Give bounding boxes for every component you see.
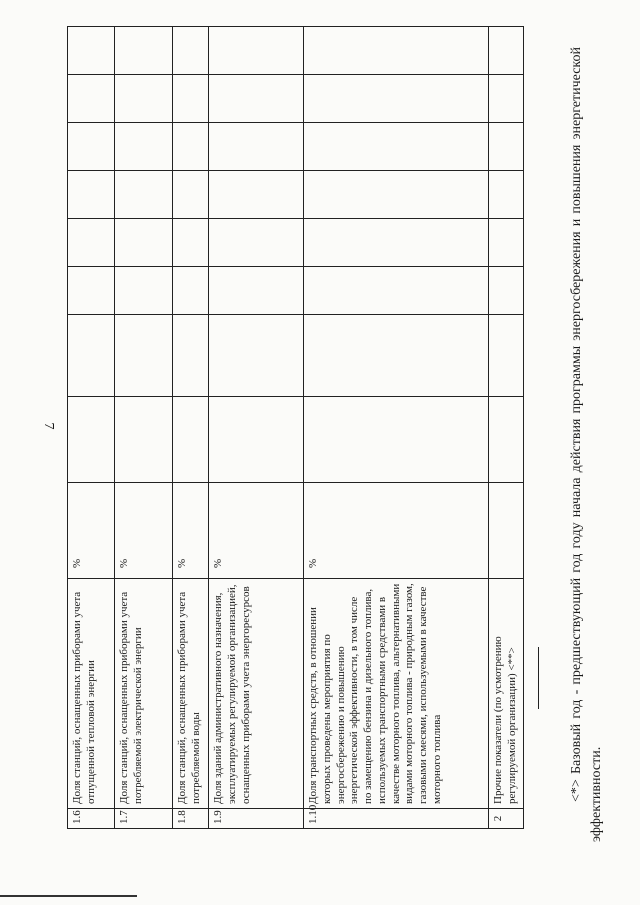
margin-line: [0, 895, 137, 897]
value-cell: [209, 171, 304, 219]
value-cell: [173, 75, 209, 123]
value-cell: [173, 27, 209, 75]
value-cell: [68, 219, 115, 267]
value-cell: [173, 397, 209, 483]
table-row: [68, 27, 115, 829]
page-number: 7: [41, 422, 56, 430]
value-cell: [489, 123, 524, 171]
value-cell: [489, 27, 524, 75]
value-cell: [304, 315, 489, 397]
value-cell: [304, 397, 489, 483]
value-cell: [115, 27, 173, 75]
footnote-text: <*> Базовый год - предшествующий год году начала действия программы энергосбережения и повышения энергетической эффективности.: [569, 47, 604, 842]
row-number: 1.9: [209, 809, 304, 829]
value-cell: [68, 27, 115, 75]
unit-cell: [489, 483, 524, 579]
row-number: 1.8: [173, 809, 209, 829]
value-cell: [489, 397, 524, 483]
row-number: 1.7: [115, 809, 173, 829]
indicator-name: Доля зданий административного назначения, эксплуатируемых регулируемой организацией, оснащенных приборами учета энергоресурсов: [209, 579, 304, 809]
indicator-name: Прочие показатели (по усмотрению регулируемой организации) <**>: [489, 579, 524, 809]
value-cell: [115, 171, 173, 219]
row-number: 2: [489, 809, 524, 829]
row-number: 1.10: [304, 809, 489, 829]
table-row: [209, 27, 304, 829]
value-cell: [209, 123, 304, 171]
value-cell: [304, 267, 489, 315]
unit-cell: %: [115, 483, 173, 579]
value-cell: [68, 123, 115, 171]
value-cell: [173, 315, 209, 397]
value-cell: [209, 27, 304, 75]
value-cell: [209, 219, 304, 267]
value-cell: [68, 171, 115, 219]
table-row: [489, 27, 524, 829]
value-cell: [489, 267, 524, 315]
table-row: [173, 27, 209, 829]
indicator-table-rotated: [67, 33, 522, 829]
indicator-name: Доля транспортных средств, в отношении которых проведены мероприятия по энергосбережению и повышению энергетической эффективности, в том числе по замещению бензина и дизельного топлива, используемых транспортными средствами в качестве моторного топлива, альтернативными видами моторного топлива - природным газом, газовыми смесями, используемыми в качестве моторного топлива: [304, 579, 489, 809]
value-cell: [304, 171, 489, 219]
value-cell: [68, 75, 115, 123]
value-cell: [209, 267, 304, 315]
value-cell: [304, 27, 489, 75]
value-cell: [489, 219, 524, 267]
value-cell: [173, 219, 209, 267]
value-cell: [115, 75, 173, 123]
table-row: [115, 27, 173, 829]
footnote-separator: [538, 647, 539, 709]
row-number: 1.6: [68, 809, 115, 829]
value-cell: [304, 219, 489, 267]
value-cell: [489, 315, 524, 397]
value-cell: [68, 315, 115, 397]
indicator-table: [67, 26, 524, 829]
value-cell: [115, 397, 173, 483]
value-cell: [173, 267, 209, 315]
value-cell: [489, 171, 524, 219]
indicator-name: Доля станций, оснащенных приборами учета отпущенной тепловой энергии: [68, 579, 115, 809]
value-cell: [489, 75, 524, 123]
value-cell: [209, 397, 304, 483]
footnote: [567, 47, 625, 842]
table-row: [304, 27, 489, 829]
indicator-name: Доля станций, оснащенных приборами учета потребляемой воды: [173, 579, 209, 809]
value-cell: [115, 219, 173, 267]
unit-cell: %: [304, 483, 489, 579]
value-cell: [115, 315, 173, 397]
value-cell: [173, 123, 209, 171]
value-cell: [209, 315, 304, 397]
unit-cell: %: [209, 483, 304, 579]
value-cell: [173, 171, 209, 219]
value-cell: [304, 75, 489, 123]
value-cell: [115, 267, 173, 315]
unit-cell: %: [173, 483, 209, 579]
unit-cell: %: [68, 483, 115, 579]
value-cell: [209, 75, 304, 123]
value-cell: [68, 267, 115, 315]
value-cell: [304, 123, 489, 171]
value-cell: [115, 123, 173, 171]
indicator-name: Доля станций, оснащенных приборами учета потребляемой электрической энергии: [115, 579, 173, 809]
value-cell: [68, 397, 115, 483]
